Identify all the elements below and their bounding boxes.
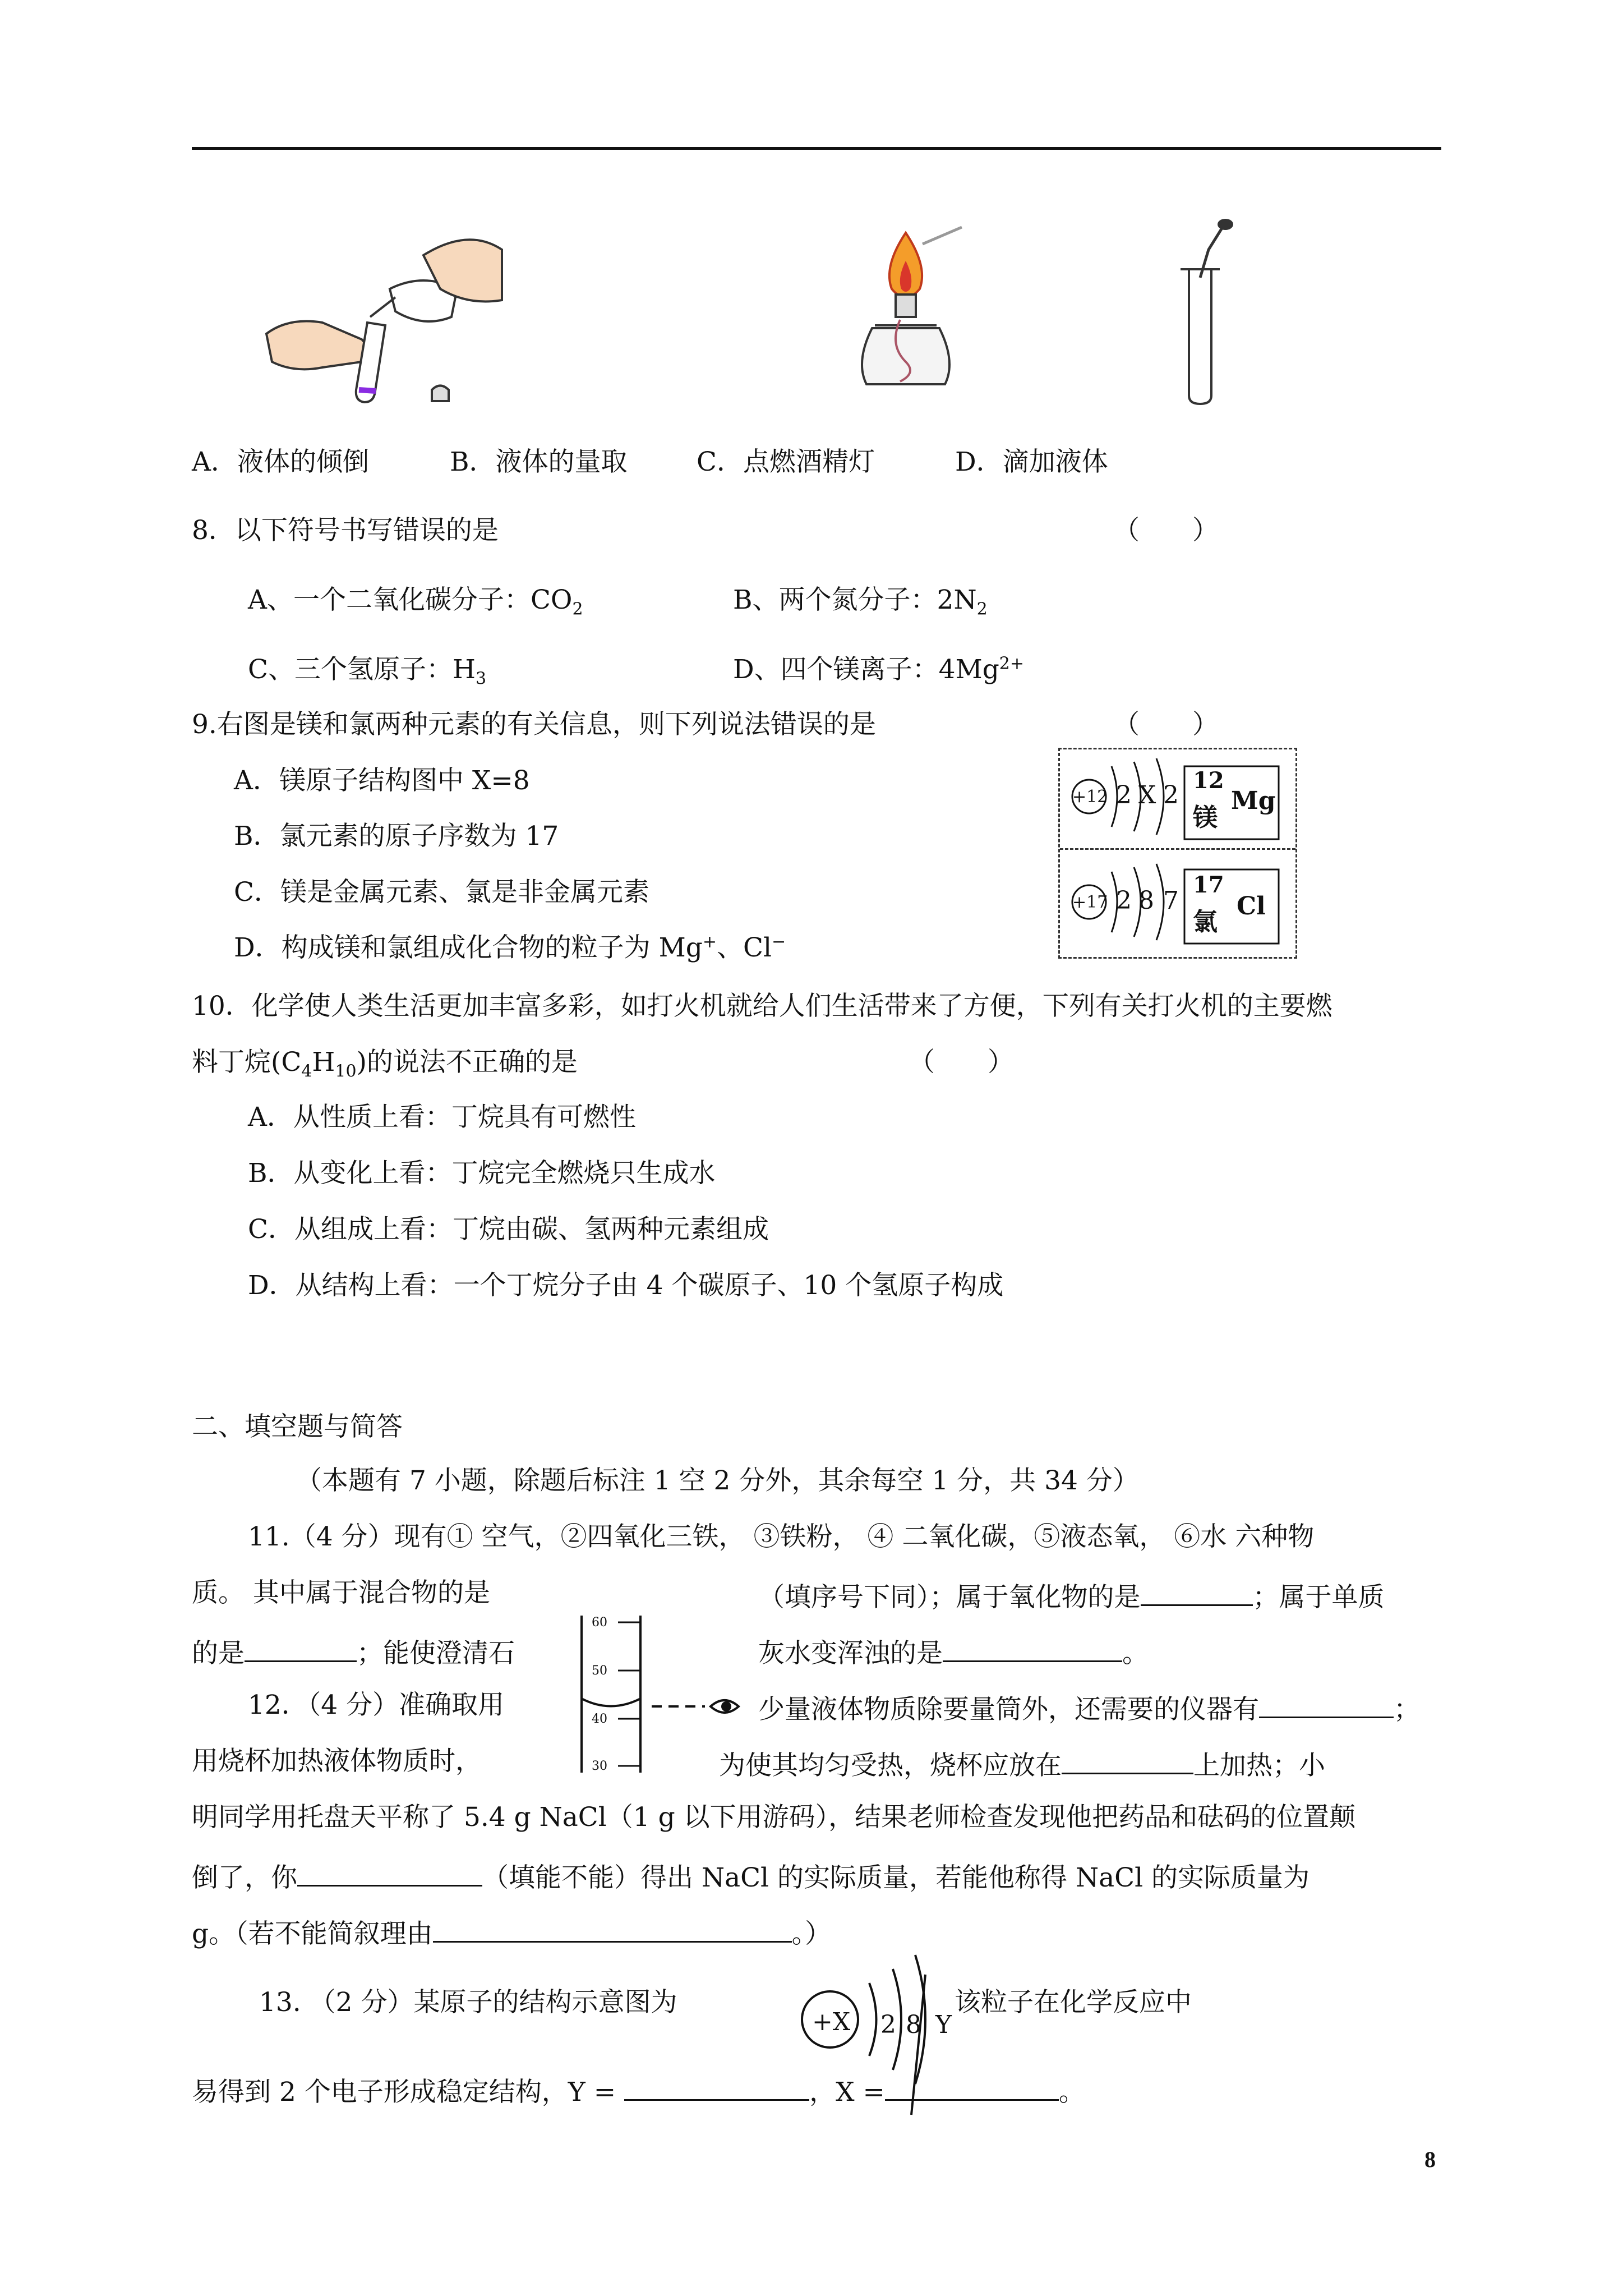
q12-line4: 倒了，你 （填能不能）得出 NaCl 的实际质量，若能他称得 NaCl 的实际质量为	[192, 1860, 1310, 1891]
mg-symbol: Mg	[1231, 786, 1276, 815]
q8-option-d: D、四个镁离子：$4Mg^{2+}$	[733, 654, 1025, 685]
atom-shell-1: 2	[880, 2010, 896, 2039]
atom-nucleus: +X	[812, 2008, 851, 2036]
mg-name: 镁	[1193, 803, 1218, 832]
cl-atomic-number: 17	[1193, 872, 1224, 898]
cl-shell-3: 7	[1163, 886, 1179, 915]
header-rule	[192, 147, 1441, 150]
q12-line1-left: 12．（4 分）准确取用	[248, 1690, 505, 1720]
mg-shell-2: X	[1138, 781, 1156, 809]
q9-option-c: C．镁是金属元素、氯是非金属元素	[234, 877, 649, 908]
q13-line1-left: 13. （2 分）某原子的结构示意图为	[259, 1987, 677, 2018]
q13-line1-right: 该粒子在化学反应中	[955, 1987, 1192, 2018]
q8-stem: 8．以下符号书写错误的是	[192, 515, 499, 546]
q11-line3-right: 灰水变浑浊的是 。	[758, 1636, 1149, 1667]
q12-blank-heating-place[interactable]	[1062, 1748, 1193, 1774]
q12-line2-left: 用烧杯加热液体物质时，	[192, 1746, 482, 1777]
q10-bracket: （ ）	[909, 1047, 1014, 1078]
mg-atomic-number: 12	[1193, 767, 1224, 794]
q12-blank-reason[interactable]	[433, 1916, 792, 1943]
q7-option-c: C．点燃酒精灯	[697, 447, 875, 477]
q9-bracket: （ ）	[1113, 709, 1219, 740]
element-info-figure	[1058, 748, 1297, 959]
cylinder-tick-50: 50	[592, 1664, 607, 1678]
q12-line5: g。（若不能简叙理由 。）	[192, 1916, 831, 1947]
q11-line1: 11.（4 分）现有① 空气，②四氧化三铁， ③铁粉， ④ 二氧化碳，⑤液态氧， ⑥水 六种物	[248, 1521, 1315, 1552]
cylinder-tick-40: 40	[592, 1712, 607, 1726]
q12-line1-right: 少量液体物质除要量筒外，还需要的仪器有 ；	[758, 1692, 1420, 1723]
q8-bracket: （ ）	[1113, 515, 1219, 546]
q8-option-a: A、一个二氧化碳分子：$CO_2$	[248, 585, 583, 619]
q8-option-b: B、两个氮分子：$2N_2$	[733, 585, 988, 619]
q10-option-a: A．从性质上看：丁烷具有可燃性	[248, 1102, 636, 1133]
cl-shell-2: 8	[1138, 886, 1154, 915]
section2-note: （本题有 7 小题，除题后标注 1 空 2 分外，其余每空 1 分，共 34 分）	[296, 1465, 1139, 1496]
page-number: 8	[1424, 2147, 1436, 2172]
mg-nucleus: +12	[1072, 787, 1108, 807]
q12-line2-right: 为使其均匀受热，烧杯应放在 上加热；小	[719, 1748, 1325, 1779]
q13-line2: 易得到 2 个电子形成稳定结构，Y = ，X = 。	[192, 2074, 1085, 2105]
q7-option-b: B．液体的量取	[450, 447, 628, 477]
mg-shell-3: 2	[1163, 781, 1179, 809]
cl-nucleus: +17	[1072, 892, 1108, 912]
q11-line3-left: 的是 ；能使澄清石	[192, 1636, 515, 1667]
q12-blank-can-or-not[interactable]	[297, 1860, 482, 1887]
cl-symbol: Cl	[1237, 892, 1266, 921]
q9-option-a: A．镁原子结构图中 X=8	[234, 765, 530, 796]
pour-liquid-figure	[255, 222, 508, 412]
q10-option-b: B．从变化上看：丁烷完全燃烧只生成水	[248, 1158, 716, 1189]
q10-stem-line2: 料丁烷$(C_4H_{10})$的说法不正确的是	[192, 1047, 578, 1082]
atom-shell-3: Y	[935, 2010, 952, 2039]
section2-title: 二、填空题与简答	[192, 1411, 403, 1442]
q11-blank-element[interactable]	[245, 1636, 357, 1662]
cylinder-tick-60: 60	[592, 1616, 607, 1630]
q7-option-d: D．滴加液体	[955, 447, 1108, 477]
alcohol-lamp-figure	[833, 222, 979, 401]
q8-option-c: C、三个氢原子：$H_3$	[248, 654, 487, 689]
q11-line2-left: 质。 其中属于混合物的是	[192, 1577, 490, 1608]
q13-blank-x[interactable]	[885, 2074, 1059, 2101]
q9-option-d: D．构成镁和氯组成化合物的粒子为 Mg+、Cl−	[234, 932, 786, 963]
q12-blank-instrument[interactable]	[1259, 1692, 1394, 1718]
q11-blank-limewater[interactable]	[943, 1636, 1122, 1662]
q9-option-b: B．氯元素的原子序数为 17	[234, 821, 559, 852]
q7-option-a: A．液体的倾倒	[192, 447, 369, 477]
q10-option-d: D．从结构上看：一个丁烷分子由 4 个碳原子、10 个氢原子构成	[248, 1270, 1004, 1301]
dropper-figure	[1169, 216, 1253, 409]
mg-shell-1: 2	[1116, 781, 1132, 809]
q11-line2-right: （填序号下同）；属于氧化物的是 ；属于单质	[758, 1580, 1385, 1611]
q11-blank-oxide[interactable]	[1141, 1580, 1253, 1606]
cylinder-tick-30: 30	[592, 1759, 607, 1773]
q9-stem: 9.右图是镁和氯两种元素的有关信息，则下列说法错误的是	[192, 709, 876, 740]
atom-shell-2: 8	[906, 2010, 921, 2039]
cl-shell-1: 2	[1116, 886, 1132, 915]
q13-blank-y[interactable]	[624, 2074, 809, 2101]
q10-option-c: C．从组成上看：丁烷由碳、氢两种元素组成	[248, 1214, 769, 1245]
cl-name: 氯	[1193, 908, 1218, 936]
q10-stem-line1: 10．化学使人类生活更加丰富多彩，如打火机就给人们生活带来了方便，下列有关打火机的主要燃	[192, 991, 1332, 1022]
q12-line3: 明同学用托盘天平称了 5.4 g NaCl（1 g 以下用游码），结果老师检查发现他把药品和砝码的位置颠	[192, 1802, 1356, 1833]
